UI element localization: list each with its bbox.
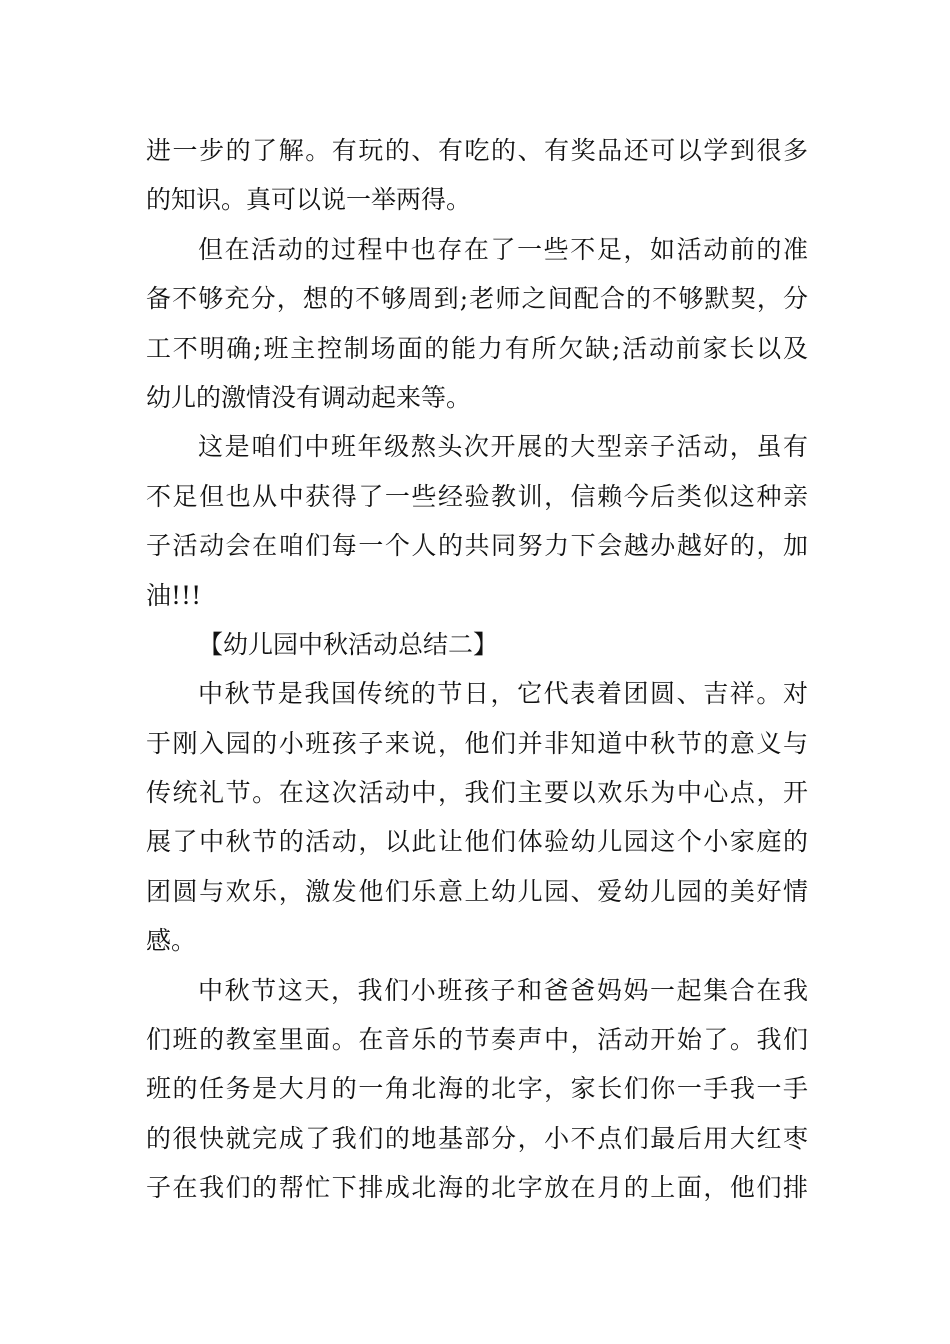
text-line: 的知识。真可以说一举两得。 <box>146 185 472 215</box>
text-line: 幼儿的激情没有调动起来等。 <box>146 382 472 412</box>
text-line: 不足但也从中获得了一些经验教训，信赖今后类似这种亲 <box>146 481 808 511</box>
text-line: 的很快就完成了我们的地基部分，小不点们最后用大红枣 <box>146 1123 808 1153</box>
text-line: 但在活动的过程中也存在了一些不足，如活动前的准 <box>198 234 808 264</box>
text-line: 们班的教室里面。在音乐的节奏声中，活动开始了。我们 <box>146 1025 808 1055</box>
text-line: 展了中秋节的活动，以此让他们体验幼儿园这个小家庭的 <box>146 827 808 857</box>
text-line: 中秋节这天，我们小班孩子和爸爸妈妈一起集合在我 <box>198 975 808 1005</box>
text-line: 进一步的了解。有玩的、有吃的、有奖品还可以学到很多 <box>146 136 808 165</box>
text-line: 【幼儿园中秋活动总结二】 <box>198 629 499 659</box>
text-line: 传统礼节。在这次活动中，我们主要以欢乐为中心点，开 <box>146 778 808 808</box>
text-line: 子活动会在咱们每一个人的共同努力下会越办越好的，加 <box>146 531 808 561</box>
document-body <box>146 126 808 1213</box>
text-line: 感。 <box>146 926 197 956</box>
text-line: 工不明确;班主控制场面的能力有所欠缺;活动前家长以及 <box>146 333 808 363</box>
text-line: 于刚入园的小班孩子来说，他们并非知道中秋节的意义与 <box>146 728 808 758</box>
text-line: 子在我们的帮忙下排成北海的北字放在月的上面，他们排 <box>146 1173 808 1203</box>
text-line: 团圆与欢乐，激发他们乐意上幼儿园、爱幼儿园的美好情 <box>146 876 808 906</box>
text-line: 中秋节是我国传统的节日，它代表着团圆、吉祥。对 <box>198 679 808 709</box>
text-line: 油!!! <box>146 580 202 610</box>
text-line: 这是咱们中班年级熬头次开展的大型亲子活动，虽有 <box>198 432 808 462</box>
text-line: 备不够充分，想的不够周到;老师之间配合的不够默契，分 <box>146 284 808 314</box>
text-line: 班的任务是大月的一角北海的北字，家长们你一手我一手 <box>146 1074 808 1104</box>
